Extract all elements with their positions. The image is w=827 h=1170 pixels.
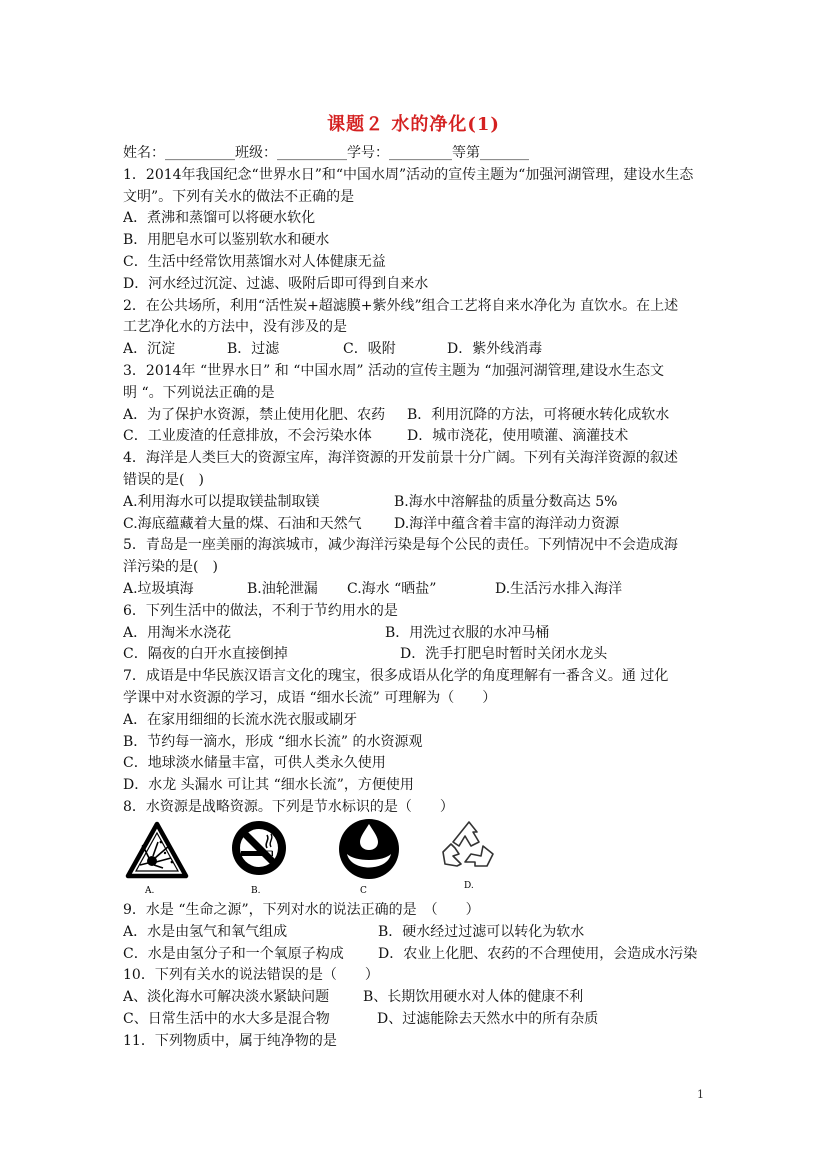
q1-stem: 1．2014年我国纪念“世界水日”和“中国水周”活动的宣传主题为“加强河湖管理，建设水生态 <box>123 166 694 183</box>
q6-option-b: B．用洗过衣服的水冲马桶 <box>385 624 550 641</box>
q7-option-a: A．在家用细细的长流水洗衣服或刷牙 <box>123 711 358 728</box>
q9-option-c: C．水是由氢分子和一个氧原子构成 <box>123 945 344 962</box>
q7-option-d: D．水龙 头漏水 可让其 “细水长流”，方便使用 <box>123 777 414 794</box>
q5-stem-cont: 洋污染的是( ) <box>123 559 218 576</box>
q1-option-c: C．生活中经常饮用蒸馏水对人体健康无益 <box>123 253 386 270</box>
q9-stem: 9．水是 “生命之源”，下列对水的说法正确的是 （ ） <box>123 902 480 918</box>
q7-option-b: B．节约每一滴水，形成 “细水长流” 的水资源观 <box>123 733 423 750</box>
q6-option-c: C．隔夜的白开水直接倒掉 <box>123 646 288 663</box>
q4-stem: 4．海洋是人类巨大的资源宝库，海洋资源的开发前景十分广阔。下列有关海洋资源的叙述 <box>123 450 678 467</box>
q5-option-a: A.垃圾填海 <box>123 580 194 597</box>
q7-stem-cont: 学课中对水资源的学习，成语 “细水长流” 可理解为（ ） <box>123 689 497 706</box>
q5-option-c: C.海水 “晒盐” <box>347 580 437 597</box>
q10-stem: 10．下列有关水的说法错误的是（ ） <box>123 967 379 984</box>
q1-option-b: B．用肥皂水可以鉴别软水和硬水 <box>123 232 330 249</box>
q2-option-b: B．过滤 <box>227 341 280 358</box>
q9-option-a: A．水是由氢气和氧气组成 <box>123 923 288 940</box>
q2-options <box>123 339 713 361</box>
q11-stem: 11．下列物质中，属于纯净物的是 <box>123 1032 337 1049</box>
q4-options-ab <box>123 492 713 514</box>
q1-stem-cont: 文明”。下列有关水的做法不正确的是 <box>123 188 355 205</box>
q3-options-ab <box>123 405 713 427</box>
q6-option-a: A．用淘米水浇花 <box>123 624 232 641</box>
q10-options-ab <box>123 987 713 1009</box>
water-saving-icon <box>335 818 399 898</box>
q6-option-d: D．洗手打肥皂时暂时关闭水龙头 <box>400 646 608 663</box>
q9-option-b: B．硬水经过过滤可以转化为软水 <box>378 923 585 940</box>
question-list <box>123 143 713 819</box>
q4-option-a: A.利用海水可以提取镁盐制取镁 <box>123 493 320 510</box>
page-title: 课题２ 水的净化(1) <box>327 114 500 135</box>
q1-option-d: D．河水经过沉淀、过滤、吸附后即可得到自来水 <box>123 275 429 292</box>
question-list-cont <box>123 900 713 1053</box>
q2-stem: 2．在公共场所，利用“活性炭+超滤膜+紫外线”组合工艺将自来水净化为 直饮水。在上述 <box>123 297 679 314</box>
q4-option-c: C.海底蕴藏着大量的煤、石油和天然气 <box>123 515 362 532</box>
q2-stem-cont: 工艺净化水的方法中，没有涉及的是 <box>123 319 347 336</box>
q6-options-ab <box>123 623 713 645</box>
q9-option-d: D．农业上化肥、农药的不合理使用，会造成水污染 <box>378 945 698 962</box>
q9-options-ab <box>123 922 713 944</box>
q3-stem: 3．2014年 “世界水日” 和 “中国水周” 活动的宣传主题为 “加强河湖管理,建设水生态文 <box>123 362 665 379</box>
q6-stem: 6．下列生活中的做法，不利于节约用水的是 <box>123 602 398 619</box>
q5-option-b: B.油轮泄漏 <box>247 580 318 597</box>
q10-option-b: B、长期饮用硬水对人体的健康不利 <box>363 989 584 1006</box>
q8-stem: 8．水资源是战略资源。下列是节水标识的是（ ） <box>123 798 454 815</box>
q10-options-cd <box>123 1009 713 1031</box>
q7-option-c: C．地球淡水储量丰富，可供人类永久使用 <box>123 755 386 772</box>
q7-stem: 7．成语是中华民族汉语言文化的瑰宝，很多成语从化学的角度理解有一番含义。通 过化 <box>123 668 669 685</box>
student-info-header: 姓名：__________班级：__________学号：_________等第_______ <box>123 145 529 161</box>
no-smoking-icon <box>227 818 291 898</box>
page-number: 1 <box>697 1088 704 1101</box>
q3-options-cd <box>123 426 713 448</box>
q2-option-a: A．沉淀 <box>123 341 176 358</box>
q1-option-a: A．煮沸和蒸馏可以将硬水软化 <box>123 210 316 227</box>
q4-options-cd <box>123 514 713 536</box>
q8-icon-options <box>123 818 523 898</box>
q3-option-d: D．城市浇花，使用喷灌、滴灌技术 <box>407 428 629 445</box>
q8-label-a: A. <box>145 886 155 896</box>
q5-option-d: D.生活污水排入海洋 <box>495 580 623 597</box>
q10-option-a: A、淡化海水可解决淡水紧缺问题 <box>123 989 330 1006</box>
q5-stem: 5．青岛是一座美丽的海滨城市，减少海洋污染是每个公民的责任。下列情况中不会造成海 <box>123 537 678 554</box>
q10-option-d: D、过滤能除去天然水中的所有杂质 <box>377 1010 599 1027</box>
q8-label-b: B. <box>251 886 261 896</box>
explosive-warning-icon <box>125 818 189 898</box>
q4-option-b: B.海水中溶解盐的质量分数高达 5% <box>394 493 618 510</box>
q10-option-c: C、日常生活中的水大多是混合物 <box>123 1010 330 1027</box>
q3-option-a: A．为了保护水资源，禁止使用化肥、农药 <box>123 406 386 423</box>
q4-stem-cont: 错误的是( ) <box>123 471 204 488</box>
q3-stem-cont: 明 “。下列说法正确的是 <box>123 384 275 401</box>
q8-label-c: C <box>360 886 367 896</box>
q3-option-c: C．工业废渣的任意排放，不会污染水体 <box>123 428 372 445</box>
q2-option-d: D．紫外线消毒 <box>447 341 543 358</box>
q8-label-d: D. <box>464 881 474 891</box>
q4-option-d: D.海洋中蕴含着丰富的海洋动力资源 <box>394 515 620 532</box>
recycling-icon <box>437 818 501 898</box>
q3-option-b: B．利用沉降的方法，可将硬水转化成软水 <box>407 406 670 423</box>
q2-option-c: C．吸附 <box>343 341 396 358</box>
q5-options <box>123 579 713 601</box>
q6-options-cd <box>123 644 713 666</box>
q9-options-cd <box>123 944 713 966</box>
